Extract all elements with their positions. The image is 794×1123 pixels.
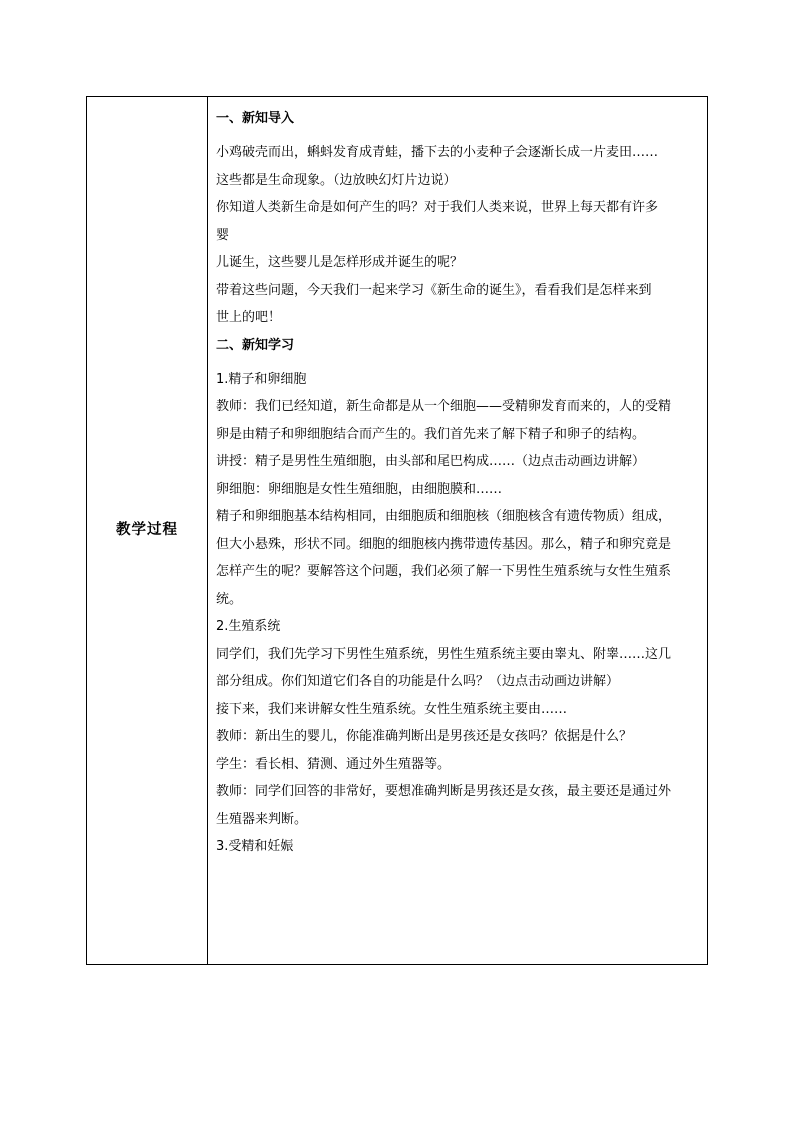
paragraph-line: 世上的吧！ (216, 310, 282, 325)
paragraph-line: 学生：看长相、猜测、通过外生殖器等。 (216, 756, 451, 772)
paragraph-line: 但大小悬殊，形状不同。细胞的细胞核内携带遗传基因。那么，精子和卵究竟是 (216, 536, 672, 552)
paragraph-line: 你知道人类新生命是如何产生的吗？对于我们人类来说，世界上每天都有许多 (216, 200, 659, 215)
section-heading-study: 二、新知学习 (216, 337, 295, 353)
label-cell (87, 97, 208, 964)
paragraph-line: 儿诞生，这些婴儿是怎样形成并诞生的呢？ (216, 255, 464, 270)
paragraph-line: 部分组成。你们知道它们各自的功能是什么吗？（边点击动画边讲解） (216, 674, 620, 689)
paragraph-line: 卵是由精子和卵细胞结合而产生的。我们首先来了解下精子和卵子的结构。 (216, 426, 646, 442)
row-label: 教学过程 (116, 522, 178, 538)
subsection-title: 1.精子和卵细胞 (216, 371, 307, 387)
paragraph-line: 小鸡破壳而出，蝌蚪发育成青蛙，播下去的小麦种子会逐渐长成一片麦田…… (216, 145, 659, 160)
paragraph-line: 精子和卵细胞基本结构相同，由细胞质和细胞核（细胞核含有遗传物质）组成， (216, 509, 672, 524)
paragraph-line: 带着这些问题，今天我们一起来学习《新生命的诞生》，看看我们是怎样来到 (216, 282, 652, 298)
paragraph-line: 同学们，我们先学习下男性生殖系统，男性生殖系统主要由睾丸、附睾……这几 (216, 646, 672, 662)
subsection-title: 3.受精和妊娠 (216, 839, 294, 854)
paragraph-line: 教师：新出生的婴儿，你能准确判断出是男孩还是女孩吗？依据是什么？ (216, 729, 633, 744)
paragraph-line: 接下来，我们来讲解女性生殖系统。女性生殖系统主要由…… (216, 701, 568, 717)
paragraph-line: 生殖器来判断。 (216, 811, 308, 827)
paragraph-line: 教师：我们已经知道，新生命都是从一个细胞——受精卵发育而来的，人的受精 (216, 399, 672, 414)
content-cell (208, 97, 707, 964)
paragraph-line: 统。 (216, 591, 243, 607)
paragraph-line: 婴 (216, 227, 230, 243)
paragraph-line: 怎样产生的呢？要解答这个问题，我们必须了解一下男性生殖系统与女性生殖系 (216, 564, 672, 579)
paragraph-line: 这些都是生命现象。（边放映幻灯片边说） (216, 172, 457, 188)
paragraph-line: 教师：同学们回答的非常好，要想准确判断是男孩还是女孩，最主要还是通过外 (216, 784, 672, 799)
subsection-title: 2.生殖系统 (216, 619, 281, 634)
paragraph-line: 讲授：精子是男性生殖细胞，由头部和尾巴构成……（边点击动画边讲解） (216, 454, 646, 469)
lesson-table (86, 96, 708, 965)
section-heading-intro: 一、新知导入 (216, 111, 295, 126)
paragraph-line: 卵细胞：卵细胞是女性生殖细胞，由细胞膜和…… (216, 481, 503, 497)
